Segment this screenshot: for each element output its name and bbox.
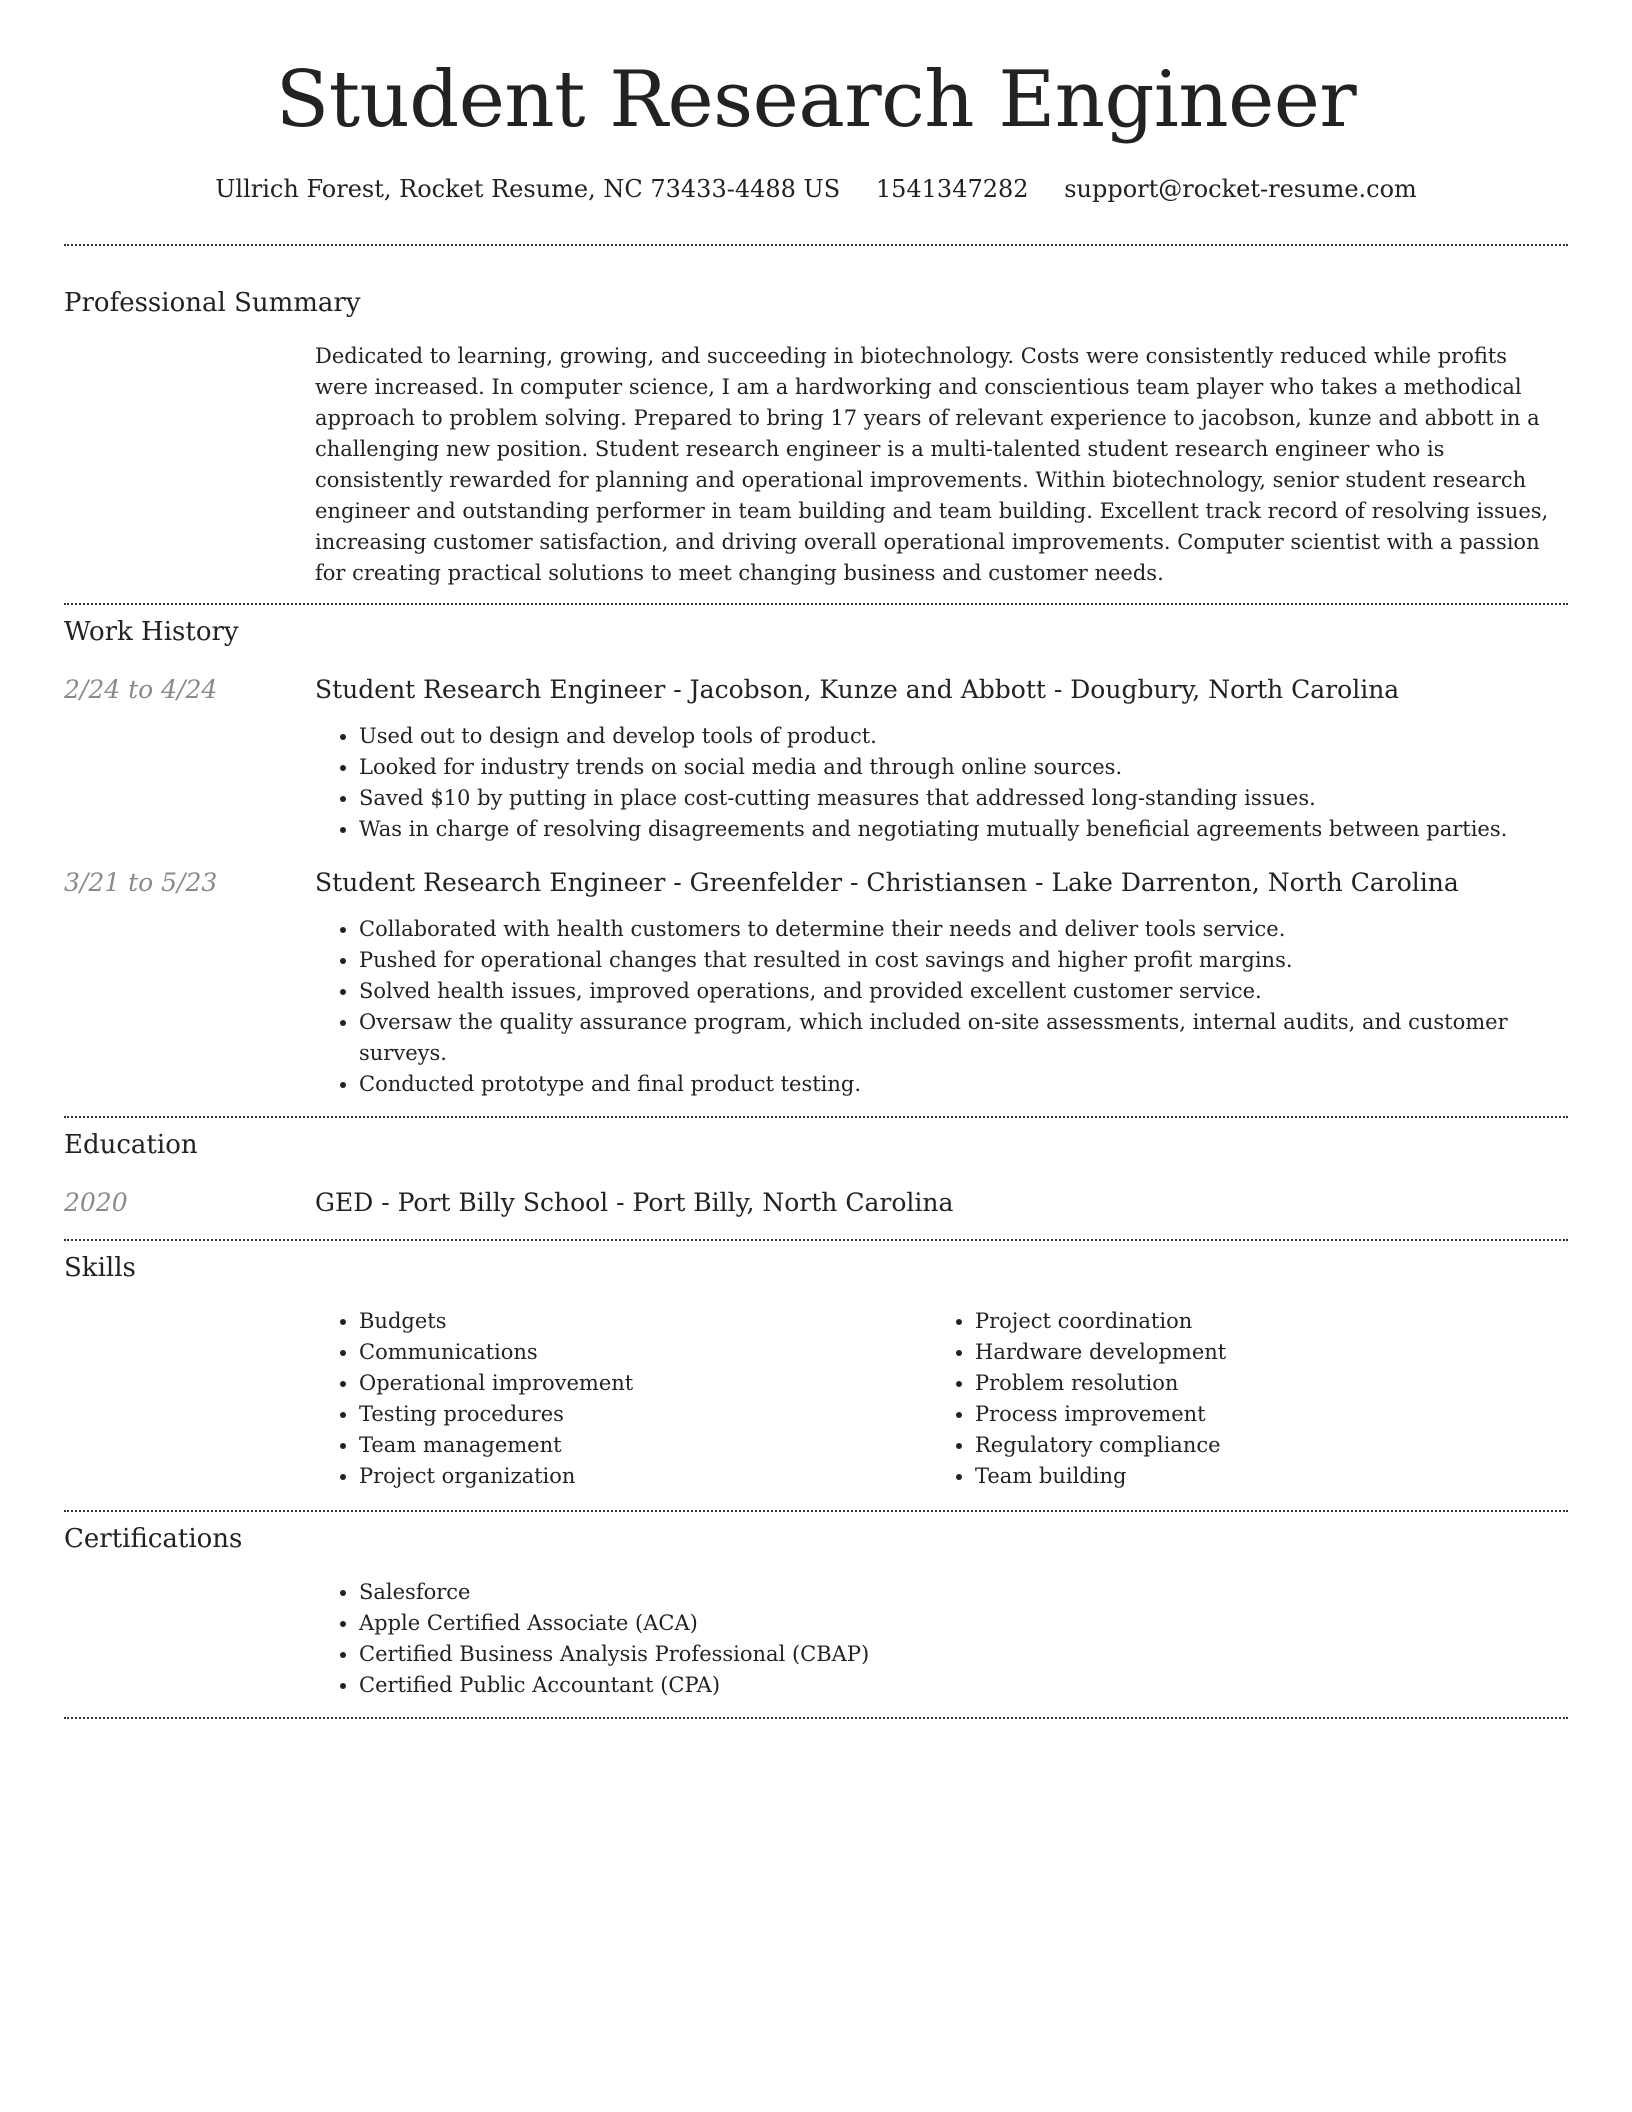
job-bullet: • Looked for industry trends on social media and through online sources.	[359, 752, 1568, 783]
section-divider	[64, 603, 1568, 605]
skill-item: • Hardware development	[975, 1337, 1547, 1368]
job-body	[315, 674, 1568, 845]
education-heading-line: GED - Port Billy School - Port Billy, North Carolina	[315, 1188, 954, 1217]
education-entry	[64, 1187, 1568, 1219]
job-heading: Student Research Engineer - Jacobson, Kunze and Abbott - Dougbury, North Carolina	[315, 675, 1400, 704]
skill-item: • Regulatory compliance	[975, 1430, 1547, 1461]
section-divider	[64, 1239, 1568, 1241]
job-bullet: • Conducted prototype and final product testing.	[359, 1069, 1568, 1100]
skill-item: • Process improvement	[975, 1399, 1547, 1430]
job-body	[315, 867, 1568, 1100]
contact-line	[64, 174, 1568, 204]
job-bullet: • Solved health issues, improved operations, and provided excellent customer service.	[359, 976, 1568, 1007]
skill-item: • Team building	[975, 1461, 1547, 1492]
skill-item: • Budgets	[359, 1306, 931, 1337]
summary-heading: Professional Summary	[64, 288, 361, 318]
skill-item: • Problem resolution	[975, 1368, 1547, 1399]
job-entry	[64, 674, 1568, 845]
contact-phone: 1541347282	[875, 175, 1029, 203]
skills-row	[64, 1306, 1568, 1492]
certification-item: • Apple Certified Associate (ACA)	[359, 1608, 1568, 1639]
candidate-name: Student Research Engineer	[275, 55, 1357, 145]
certification-item: • Salesforce	[359, 1577, 1568, 1608]
section-divider	[64, 1510, 1568, 1512]
skill-item: • Project organization	[359, 1461, 931, 1492]
certifications-heading: Certifications	[64, 1524, 243, 1554]
certification-item: • Certified Business Analysis Professional (CBAP)	[359, 1639, 1568, 1670]
section-divider	[64, 244, 1568, 246]
certifications-list	[315, 1577, 1568, 1701]
resume-page	[64, 0, 1568, 1719]
job-bullet: • Oversaw the quality assurance program, which included on-site assessments, internal audits, and customer surveys.	[359, 1007, 1568, 1069]
job-bullet: • Collaborated with health customers to determine their needs and deliver tools service.	[359, 914, 1568, 945]
job-bullets	[315, 914, 1568, 1100]
section-divider	[64, 1116, 1568, 1118]
work-history-heading: Work History	[64, 617, 239, 647]
job-bullet: • Was in charge of resolving disagreements and negotiating mutually beneficial agreements between parties.	[359, 814, 1568, 845]
summary-row	[64, 341, 1568, 589]
skills-list-right	[931, 1306, 1547, 1492]
job-entry	[64, 867, 1568, 1100]
job-bullet: • Pushed for operational changes that resulted in cost savings and higher profit margins.	[359, 945, 1568, 976]
contact-address: Ullrich Forest, Rocket Resume, NC 73433-4488 US	[215, 175, 841, 203]
job-dates: 2/24 to 4/24	[64, 675, 218, 704]
job-bullet: • Used out to design and develop tools of product.	[359, 721, 1568, 752]
skills-list-left	[315, 1306, 931, 1492]
job-dates: 3/21 to 5/23	[64, 868, 218, 897]
summary-text: Dedicated to learning, growing, and succeeding in biotechnology. Costs were consistently reduced while profits were increased. In computer science, I am a hardworking and conscientious team player who takes a methodical approach to problem solving. Prepared to bring 17 years of relevant experience to jacobson, kunze and abbott in a challenging new position. Student research engineer is a multi-talented student research engineer who is consistently rewarded for planning and operational improvements. Within biotechnology, senior student research engineer and outstanding performer in team building and team building. Excellent track record of resolving issues, increasing customer satisfaction, and driving overall operational improvements. Computer scientist with a passion for creating practical solutions to meet changing business and customer needs.	[315, 344, 1549, 585]
contact-email: support@rocket-resume.com	[1064, 175, 1417, 203]
skill-item: • Operational improvement	[359, 1368, 931, 1399]
skill-item: • Team management	[359, 1430, 931, 1461]
skill-item: • Communications	[359, 1337, 931, 1368]
skills-heading: Skills	[64, 1253, 136, 1283]
certifications-row	[64, 1577, 1568, 1701]
skills-columns	[315, 1306, 1568, 1492]
skill-item: • Testing procedures	[359, 1399, 931, 1430]
summary-body	[315, 341, 1568, 589]
job-bullet: • Saved $10 by putting in place cost-cutting measures that addressed long-standing issues.	[359, 783, 1568, 814]
skill-item: • Project coordination	[975, 1306, 1547, 1337]
job-heading: Student Research Engineer - Greenfelder - Christiansen - Lake Darrenton, North Carolina	[315, 868, 1459, 897]
certifications-body	[315, 1577, 1568, 1701]
certification-item: • Certified Public Accountant (CPA)	[359, 1670, 1568, 1701]
education-heading: Education	[64, 1130, 198, 1160]
education-year: 2020	[64, 1188, 128, 1217]
section-divider	[64, 1717, 1568, 1719]
education-body	[315, 1187, 1568, 1219]
job-bullets	[315, 721, 1568, 845]
